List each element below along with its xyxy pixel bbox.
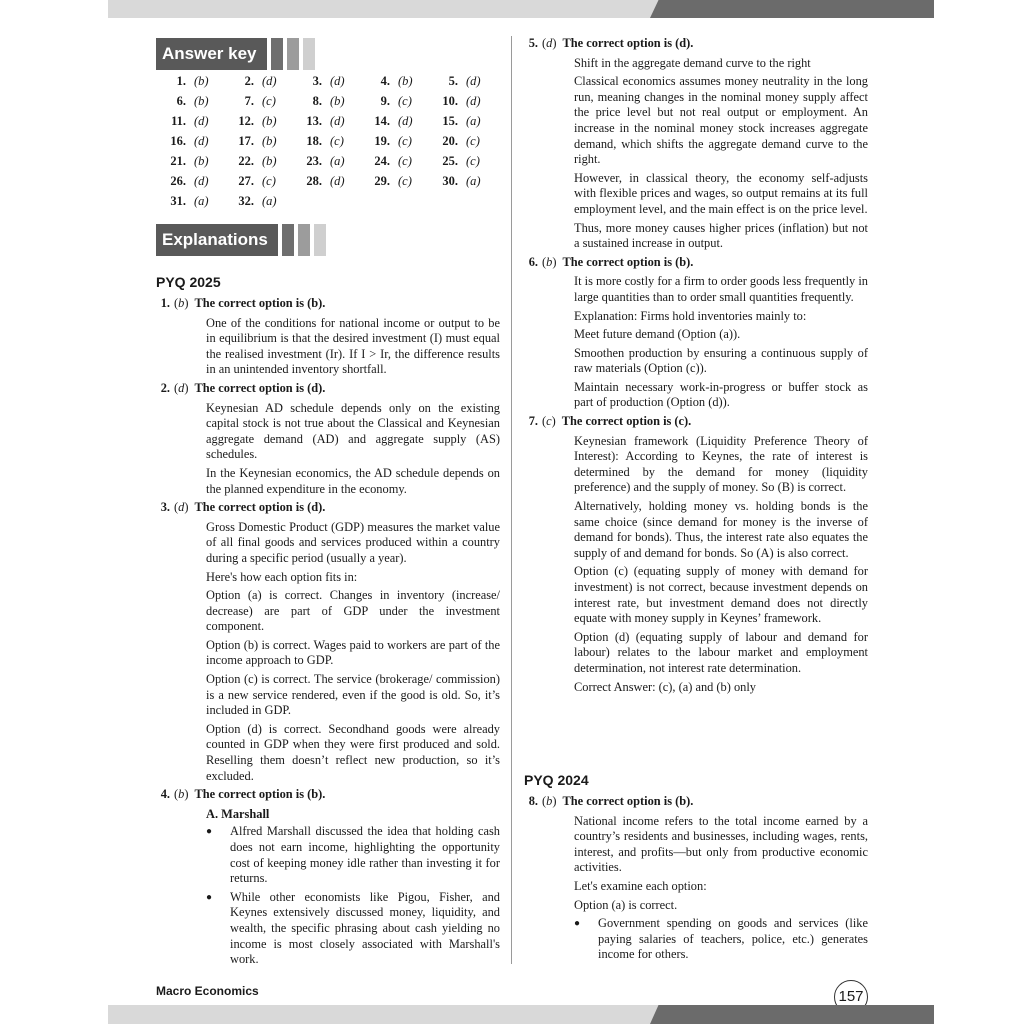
- question-answer: (b): [542, 254, 557, 269]
- question-header: [132, 500, 500, 516]
- answer-number: 8.: [312, 94, 322, 108]
- question-answer: (b): [174, 787, 189, 802]
- answer-cell: [228, 71, 296, 91]
- answer-value: (c): [262, 94, 276, 108]
- explanation-paragraph: It is more costly for a firm to order goods less frequently in large quantities than to order small quantities frequently.: [574, 274, 868, 304]
- answer-value: (d): [194, 174, 209, 188]
- question-number: 4.: [160, 787, 170, 802]
- answer-number: 15.: [442, 114, 458, 128]
- answer-value: (c): [262, 174, 276, 188]
- question-answer-letter: b: [546, 254, 553, 269]
- answer-value: (c): [398, 134, 412, 148]
- answer-cell: [296, 131, 364, 151]
- answer-cell: [364, 171, 432, 191]
- page-number: 157: [834, 980, 868, 1014]
- answer-cell: [432, 91, 500, 111]
- answer-cell: [432, 171, 500, 191]
- bottom-band-accent: [650, 1005, 934, 1024]
- explanation-paragraph: National income refers to the total income earned by a country’s residents and businesses, including wages, rents, interest, and profits—but only from productive economic activities.: [574, 813, 868, 875]
- answer-value: (b): [194, 94, 209, 108]
- left-column: [132, 296, 500, 971]
- question-header: [500, 255, 868, 271]
- heading-bar-2: [287, 38, 299, 70]
- pyq-2024-heading: PYQ 2024: [524, 772, 589, 788]
- bullet-item: [206, 824, 500, 886]
- answer-cell: [432, 131, 500, 151]
- answer-cell: [296, 91, 364, 111]
- explanation-paragraph: Smoothen production by ensuring a continuous supply of raw materials (Option (c)).: [574, 345, 868, 376]
- answer-cell: [296, 111, 364, 131]
- question-label: The correct option is (b).: [562, 794, 694, 808]
- answer-value: (c): [398, 154, 412, 168]
- answer-cell: [160, 71, 228, 91]
- answer-number: 27.: [238, 174, 254, 188]
- question-label: The correct option is (d).: [562, 36, 694, 50]
- question-label: The correct option is (c).: [561, 414, 692, 429]
- answer-value: (d): [330, 174, 345, 188]
- answer-value: (d): [466, 94, 481, 108]
- answer-number: 14.: [374, 114, 390, 128]
- question-answer-letter: b: [178, 787, 185, 802]
- answer-cell: [364, 111, 432, 131]
- answer-cell: [364, 91, 432, 111]
- question-number: 2.: [160, 380, 170, 395]
- answer-number: 31.: [170, 194, 186, 208]
- answer-value: (d): [194, 134, 209, 148]
- answer-value: (b): [262, 154, 277, 168]
- question-answer-letter: d: [178, 380, 185, 395]
- answer-key-table: [160, 71, 500, 211]
- explanation-paragraph: Option (c) (equating supply of money with demand for investment) is not correct, because investment depends on interest rate, but investment demand does not directly equate with money supply in Keynes’ framework.: [574, 564, 868, 626]
- answer-number: 3.: [312, 74, 322, 88]
- answer-value: (d): [466, 74, 481, 88]
- question-number: 3.: [160, 500, 170, 515]
- answer-value: (c): [398, 94, 412, 108]
- answer-number: 32.: [238, 194, 254, 208]
- answer-row: [160, 111, 500, 131]
- answer-value: (d): [398, 114, 413, 128]
- answer-number: 2.: [244, 74, 254, 88]
- question-label: The correct option is (d).: [194, 380, 326, 395]
- answer-value: (c): [466, 134, 480, 148]
- answer-number: 16.: [170, 134, 186, 148]
- answer-value: (c): [398, 174, 412, 188]
- explanation-paragraph: Alternatively, holding money vs. holding bonds is the same choice (since demand for money is the inverse of demand for bonds). Thus, the interest rate also equates the supply of and demand for bonds. So (A) is also correct.: [574, 499, 868, 560]
- answer-number: 24.: [374, 154, 390, 168]
- answer-value: (a): [194, 194, 209, 208]
- explanation-paragraph: Option (d) (equating supply of labour and demand for labour) relates to the labour market and employment determination, not interest rate determination.: [574, 629, 868, 675]
- explanations-heading: [156, 224, 326, 256]
- explanation-paragraph: Maintain necessary work-in-progress or buffer stock as part of production (Option (d)).: [574, 379, 868, 410]
- question-answer-letter: d: [546, 36, 553, 50]
- answer-cell: [364, 131, 432, 151]
- answer-number: 22.: [238, 154, 254, 168]
- answer-row: [160, 151, 500, 171]
- answer-number: 6.: [176, 94, 186, 108]
- question-header: [132, 381, 500, 397]
- answer-cell: [432, 71, 500, 91]
- answer-number: 11.: [171, 114, 186, 128]
- answer-row: [160, 131, 500, 151]
- answer-cell: [160, 191, 228, 211]
- heading-bar-3: [314, 224, 326, 256]
- explanation-paragraph: One of the conditions for national income or output to be in equilibrium is that the desired investment (I) must equal the realised investment (Ir). If I > Ir, the difference results in an unintended inventory shortfall.: [206, 315, 500, 377]
- subheading: A. Marshall: [206, 806, 270, 821]
- explanation-paragraph: Shift in the aggregate demand curve to the right: [574, 55, 811, 70]
- heading-bar-1: [271, 38, 283, 70]
- answer-value: (b): [194, 74, 209, 88]
- answer-row: [160, 171, 500, 191]
- explanation-paragraph: Correct Answer: (c), (a) and (b) only: [574, 679, 757, 694]
- answer-cell: [160, 151, 228, 171]
- question-answer-letter: b: [546, 794, 553, 808]
- answer-value: (b): [262, 114, 277, 128]
- answer-number: 1.: [176, 74, 186, 88]
- pyq-2025-heading: PYQ 2025: [156, 274, 221, 290]
- top-band-accent: [650, 0, 934, 18]
- answer-cell: [228, 151, 296, 171]
- bullet-item: [206, 890, 500, 968]
- answer-cell: [296, 71, 364, 91]
- answer-cell: [160, 131, 228, 151]
- explanation-paragraph: Keynesian AD schedule depends only on the existing capital stock is not true about the Classical and Keynesian aggregate demand (AD) and aggregate supply (AS) schedules.: [206, 400, 500, 462]
- answer-cell: [160, 171, 228, 191]
- answer-value: (d): [194, 114, 209, 128]
- question-number: 7.: [528, 414, 538, 429]
- answer-number: 28.: [306, 174, 322, 188]
- answer-value: (b): [262, 134, 277, 148]
- explanation-paragraph: Keynesian framework (Liquidity Preference Theory of Interest): According to Keynes, the rate of interest is determined by the demand for money (liquidity preference) and the supply of money. So (B) is correct.: [574, 433, 868, 495]
- answer-value: (a): [262, 194, 277, 208]
- right-column-bottom: [500, 794, 868, 966]
- answer-value: (b): [194, 154, 209, 168]
- question-header: [132, 787, 500, 803]
- answer-cell: [432, 151, 500, 171]
- answer-key-heading: [156, 38, 315, 70]
- question-label: The correct option is (b).: [562, 254, 694, 269]
- question-number: 5.: [528, 36, 538, 50]
- explanation-paragraph: Option (a) is correct.: [574, 897, 678, 912]
- answer-number: 5.: [448, 74, 458, 88]
- bullet-icon: ●: [574, 918, 581, 930]
- explanation-paragraph: Let's examine each option:: [574, 878, 707, 893]
- explanation-paragraph: Option (a) is correct. Changes in inventory (increase/ decrease) are part of GDP under the investment component.: [206, 588, 500, 634]
- answer-number: 9.: [380, 94, 390, 108]
- heading-bar-2: [298, 224, 310, 256]
- answer-cell: [228, 191, 296, 211]
- answer-cell: [432, 111, 500, 131]
- question-answer: (b): [174, 296, 189, 310]
- explanation-paragraph: Gross Domestic Product (GDP) measures the market value of all final goods and services produced within a country during a specific period (usually a year).: [206, 519, 500, 565]
- question-number: 8.: [528, 794, 538, 808]
- question-header: [500, 414, 868, 430]
- answer-row: [160, 71, 500, 91]
- explanation-paragraph: Classical economics assumes money neutrality in the long run, meaning changes in the nominal money supply affect the price level but not real output or employment. An increase in the nominal money stock increases aggregate demand, which shifts the aggregate demand curve to the right.: [574, 74, 868, 167]
- bullet-icon: ●: [206, 891, 213, 903]
- answer-cell: [228, 111, 296, 131]
- answer-cell: [228, 131, 296, 151]
- question-answer-letter: d: [178, 500, 185, 515]
- explanation-paragraph: Option (c) is correct. The service (brokerage/ commission) is a new service rendered, even if the good is old. So, it’s included in GDP.: [206, 672, 500, 718]
- question-answer: (d): [542, 36, 557, 50]
- answer-value: (c): [466, 154, 480, 168]
- answer-number: 12.: [238, 114, 254, 128]
- explanation-paragraph: In the Keynesian economics, the AD schedule depends on the planned expenditure in the economy.: [206, 465, 500, 496]
- question-header: [132, 296, 500, 312]
- question-label: The correct option is (b).: [194, 787, 326, 802]
- question-label: The correct option is (d).: [194, 500, 326, 515]
- answer-row: [160, 91, 500, 111]
- bullet-text: While other economists like Pigou, Fisher, and Keynes extensively discussed money, liquidity, and wealth, the specific phrasing about cash yielding no income is most closely associated with Marshall's work.: [230, 889, 500, 967]
- question-number: 6.: [528, 254, 538, 269]
- question-answer: (c): [542, 414, 556, 429]
- answer-number: 10.: [442, 94, 458, 108]
- answer-value: (d): [262, 74, 277, 88]
- answer-value: (d): [330, 114, 345, 128]
- answer-value: (b): [330, 94, 345, 108]
- explanation-paragraph: Option (b) is correct. Wages paid to workers are part of the income approach to GDP.: [206, 637, 500, 668]
- question-label: The correct option is (b).: [194, 296, 326, 310]
- heading-bar-3: [303, 38, 315, 70]
- explanations-title: Explanations: [156, 224, 278, 256]
- answer-number: 18.: [306, 134, 322, 148]
- answer-cell: [228, 171, 296, 191]
- book-title: Macro Economics: [156, 984, 259, 998]
- answer-cell: [228, 91, 296, 111]
- bullet-text: Alfred Marshall discussed the idea that holding cash does not earn income, highlighting the opportunity cost of keeping money idle rather than investing it for returns.: [230, 824, 500, 886]
- question-header: [500, 794, 868, 810]
- answer-number: 29.: [374, 174, 390, 188]
- question-answer-letter: c: [546, 414, 552, 429]
- explanation-paragraph: However, in classical theory, the economy self-adjusts with flexible prices and wages, so output remains at its full employment level, and the main effect is on the price level.: [574, 170, 868, 216]
- question-answer: (d): [174, 500, 189, 515]
- answer-number: 20.: [442, 134, 458, 148]
- heading-bar-1: [282, 224, 294, 256]
- answer-cell: [160, 91, 228, 111]
- answer-cell: [364, 151, 432, 171]
- answer-cell: [296, 171, 364, 191]
- question-answer-letter: b: [178, 296, 185, 310]
- explanation-paragraph: Thus, more money causes higher prices (inflation) but not a sustained increase in output.: [574, 220, 868, 251]
- answer-key-title: Answer key: [156, 38, 267, 70]
- answer-cell: [296, 151, 364, 171]
- question-number: 1.: [160, 296, 170, 310]
- answer-number: 21.: [170, 154, 186, 168]
- bullet-icon: ●: [206, 826, 213, 838]
- answer-number: 23.: [306, 154, 322, 168]
- answer-cell: [160, 111, 228, 131]
- explanation-paragraph: Here's how each option fits in:: [206, 569, 358, 584]
- answer-number: 25.: [442, 154, 458, 168]
- answer-row: [160, 191, 500, 211]
- answer-number: 4.: [380, 74, 390, 88]
- answer-number: 7.: [244, 94, 254, 108]
- answer-value: (a): [466, 174, 481, 188]
- question-answer: (d): [174, 380, 189, 395]
- question-header: [500, 36, 868, 52]
- answer-value: (c): [330, 134, 344, 148]
- explanation-paragraph: Explanation: Firms hold inventories mainly to:: [574, 308, 807, 323]
- bullet-text: Government spending on goods and services (like paying salaries of teachers, police, etc.) generates income for others.: [598, 916, 868, 962]
- bullet-item: [574, 916, 868, 963]
- answer-value: (b): [398, 74, 413, 88]
- question-answer: (b): [542, 794, 557, 808]
- answer-number: 13.: [306, 114, 322, 128]
- answer-value: (a): [330, 154, 345, 168]
- answer-number: 19.: [374, 134, 390, 148]
- explanation-paragraph: Option (d) is correct. Secondhand goods were already counted in GDP when they were first produced and sold. Reselling them doesn’t reflect new production, so it’s excluded.: [206, 721, 500, 783]
- answer-number: 30.: [442, 174, 458, 188]
- right-column-top: [500, 36, 868, 698]
- answer-value: (d): [330, 74, 345, 88]
- answer-value: (a): [466, 114, 481, 128]
- answer-number: 26.: [170, 174, 186, 188]
- explanation-paragraph: Meet future demand (Option (a)).: [574, 327, 741, 342]
- answer-cell: [364, 71, 432, 91]
- answer-number: 17.: [238, 134, 254, 148]
